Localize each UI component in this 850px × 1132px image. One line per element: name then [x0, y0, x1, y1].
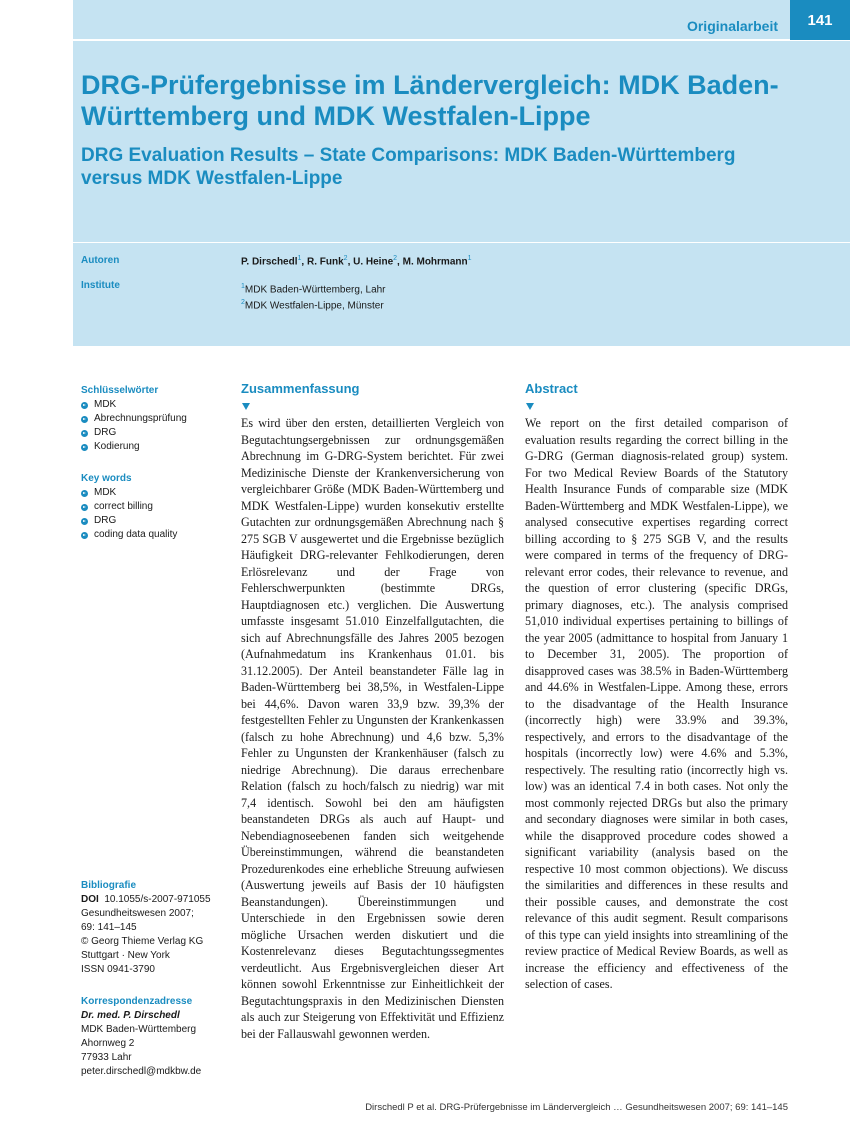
keyword-item: Abrechnungsprüfung — [81, 412, 187, 426]
abstract-text: We report on the first detailed comparison of evaluation results regarding the correct billing in the G-DRG (German diagnosis-related group) system. For two Medical Review Boards of the Statutory Health Insurance Funds of comparable size (MDK Baden-Württemberg and MDK Westfalen-Lippe), we analysed consecutive expertises regarding correct billing according to § 275 SGB V, and the results were compared in terms of the frequency of DRG-relevant error codes, their relevance to revenue, and the question of error clustering (specific DRGs, primary diagnoses, etc.). The analysis comprised 51,010 individual expertises pertaining to billings of the year 2005 (admittance to hospital from January 1 to December 31, 2005). The proportion of disapproved cases was 38.5% in Baden-Württemberg and 44.6% in Westfalen-Lippe. Among these, errors to the disadvantage of the Health Insurance (incorrectly high) were 33.9% and 39.3%, respectively, and errors to the disadvantage of the hospitals (incorrectly low) were 4.6% and 5.3%, respectively. The resulting ratio (incorrectly high vs. low) was an identical 7.4 in both cases. Not only the most commonly rejected DRGs but also the primary and secondary diagnoses were similar in both cases, while the disapproved procedure codes showed a significant variability (analysis based on the respective 10 most common objections). We discuss the similarities and differences in these results and their possible causes, and demonstrate the cost relevance of this audit segment. Result comparisons of this type can yield insights into streamlining of the review practice of Medical Review Boards, as well as increase the efficiency and effectiveness of the selection of cases. — [525, 416, 788, 991]
institute-list — [241, 280, 386, 313]
doi-line: DOI 10.1055/s-2007-971055 — [81, 894, 211, 905]
keyword-item: DRG — [81, 426, 187, 440]
author-affiliation: 1 — [297, 255, 302, 262]
keywords-de-block — [81, 384, 187, 454]
institute-item: $^2$MDK Westfalen-Lippe, Münster — [241, 299, 384, 312]
author-name: P. Dirschedl — [241, 256, 298, 268]
email-link[interactable]: peter.dirschedl@mdkbw.de — [81, 1066, 202, 1077]
header-divider — [73, 39, 850, 41]
zusammenfassung-heading: Zusammenfassung — [241, 381, 360, 396]
keyword-item: MDK — [81, 486, 177, 500]
section-label: Originalarbeit — [686, 18, 778, 34]
keyword-item: correct billing — [81, 500, 177, 514]
bullet-arrow-icon — [81, 430, 88, 437]
author-affiliation: 2 — [343, 255, 348, 262]
bibliography-block: Bibliografie DOI 10.1055/s-2007-971055 Gesundheitswesen 2007; 69: 141–145 © Georg Thieme Verlag KG Stuttgart · New York ISSN 0941-3790 — [81, 880, 211, 975]
author-name: R. Funk — [306, 256, 344, 268]
institute-item: $^1$MDK Baden-Württemberg, Lahr — [241, 283, 386, 296]
bullet-arrow-icon — [81, 518, 88, 525]
correspondence-heading: Korrespondenzadresse — [81, 996, 193, 1007]
bullet-arrow-icon — [81, 444, 88, 451]
keyword-item: coding data quality — [81, 528, 177, 542]
keyword-item: DRG — [81, 514, 177, 528]
bullet-arrow-icon — [81, 402, 88, 409]
article-title: DRG-Prüfergebnisse im Ländervergleich: MDK Baden-Württemberg und MDK Westfalen-Lippe — [81, 70, 779, 131]
authors-label: Autoren — [81, 255, 120, 266]
bullet-arrow-icon — [81, 490, 88, 497]
author-list: P. Dirschedl$^1$, R. Funk$^2$, U. Heine$^2$, M. Mohrmann$^1$ — [241, 255, 472, 268]
bullet-arrow-icon — [81, 416, 88, 423]
zusammenfassung-text: Es wird über den ersten, detaillierten Vergleich von Begutachtungsergebnissen zur ordnungsgemäßen Abrechnung im G-DRG-System berichtet. Für zwei Medizinische Dienste der Krankenversicherung von vergleichbarer Größe (MDK Baden-Württemberg und MDK Westfalen-Lippe) wurden konsekutiv erstellte Gutachten zur ordnungsgemäßen Abrechnung nach § 275 SGB V ausgewertet und die Ergebnisse bezüglich Häufigkeit DRG-relevanter Fehlkodierungen, deren Erlösrelevanz und der Frage von Fehlerschwerpunkten (bestimmte DRGs, Hauptdiagnosen etc.) verglichen. Die Auswertung umfasste insgesamt 51.010 Einzelfallgutachten, die sich auf Abrechnungsfälle des Jahres 2005 bezogen (Aufnahmedatum ins Krankenhaus 01.01. bis 31.12.2005). Der Anteil beanstandeter Fälle lag in Baden-Württemberg bei 38,5%, in Westfalen-Lippe bei 44,6%. Davon waren 33,9 bzw. 39,3% der festgestellten Fehler zu Ungunsten der Krankenkassen (falsch zu hohe Abrechnung) und 4,6 bzw. 5,3% Fehler zu Ungunsten der Krankenhäuser (falsch zu niedrige Abrechnung). Die daraus errechenbare Relation (falsch zu hoch/falsch zu niedrig) war mit 7,4 identisch. Sowohl bei den am häufigsten beanstandeten DRGs als auch auf Haupt- und Nebendiagnoseebenen fanden sich weitgehende Übereinstimmungen, während die beanstandeten Prozedurenkodes eine erhebliche Streuung aufwiesen (Auswertung jeweils auf Basis der 10 häufigsten Beanstandungen). Übereinstimmungen und Unterschiede in den Ergebnissen sowie deren mögliche Ursachen werden diskutiert und die Kostenrelevanz dieses Begutachtungssegmentes verdeutlicht. Aus Ergebnisvergleichen dieser Art können sowohl Erkenntnisse zur Einheitlichkeit der Begutachtungspraxis in den Medizinischen Diensten als auch zur Steigerung von Effektivität und Effizienz bei der Fallauswahl gewonnen werden. — [241, 416, 504, 1041]
article-subtitle: DRG Evaluation Results – State Comparisons: MDK Baden-Württemberg versus MDK Westfalen-Lippe — [81, 145, 736, 189]
bullet-arrow-icon — [81, 532, 88, 539]
triangle-down-icon — [526, 403, 534, 410]
page-number: 141 — [790, 0, 850, 40]
author-name: U. Heine — [353, 256, 394, 268]
page-footer: Dirschedl P et al. DRG-Prüfergebnisse im Ländervergleich … Gesundheitswesen 2007; 69: 141–145 — [365, 1102, 788, 1113]
keyword-item: Kodierung — [81, 440, 187, 454]
keywords-en-block — [81, 472, 177, 542]
author-affiliation: 2 — [393, 255, 398, 262]
doi-link[interactable]: 10.1055/s-2007-971055 — [104, 894, 211, 905]
bullet-arrow-icon — [81, 504, 88, 511]
meta-divider — [73, 242, 850, 243]
keywords-de-heading: Schlüsselwörter — [81, 385, 159, 396]
keyword-item: MDK — [81, 398, 187, 412]
bibliography-heading: Bibliografie — [81, 880, 137, 891]
correspondence-block: Korrespondenzadresse Dr. med. P. Dirschedl MDK Baden-Württemberg Ahornweg 2 77933 Lahr peter.dirschedl@mdkbw.de — [81, 996, 202, 1077]
correspondence-name: Dr. med. P. Dirschedl — [81, 1010, 180, 1021]
triangle-down-icon — [242, 403, 250, 410]
author-name: M. Mohrmann — [402, 256, 468, 268]
author-affiliation: 1 — [467, 255, 472, 262]
keywords-en-heading: Key words — [81, 473, 132, 484]
abstract-heading: Abstract — [525, 381, 578, 396]
institutes-label: Institute — [81, 280, 120, 291]
